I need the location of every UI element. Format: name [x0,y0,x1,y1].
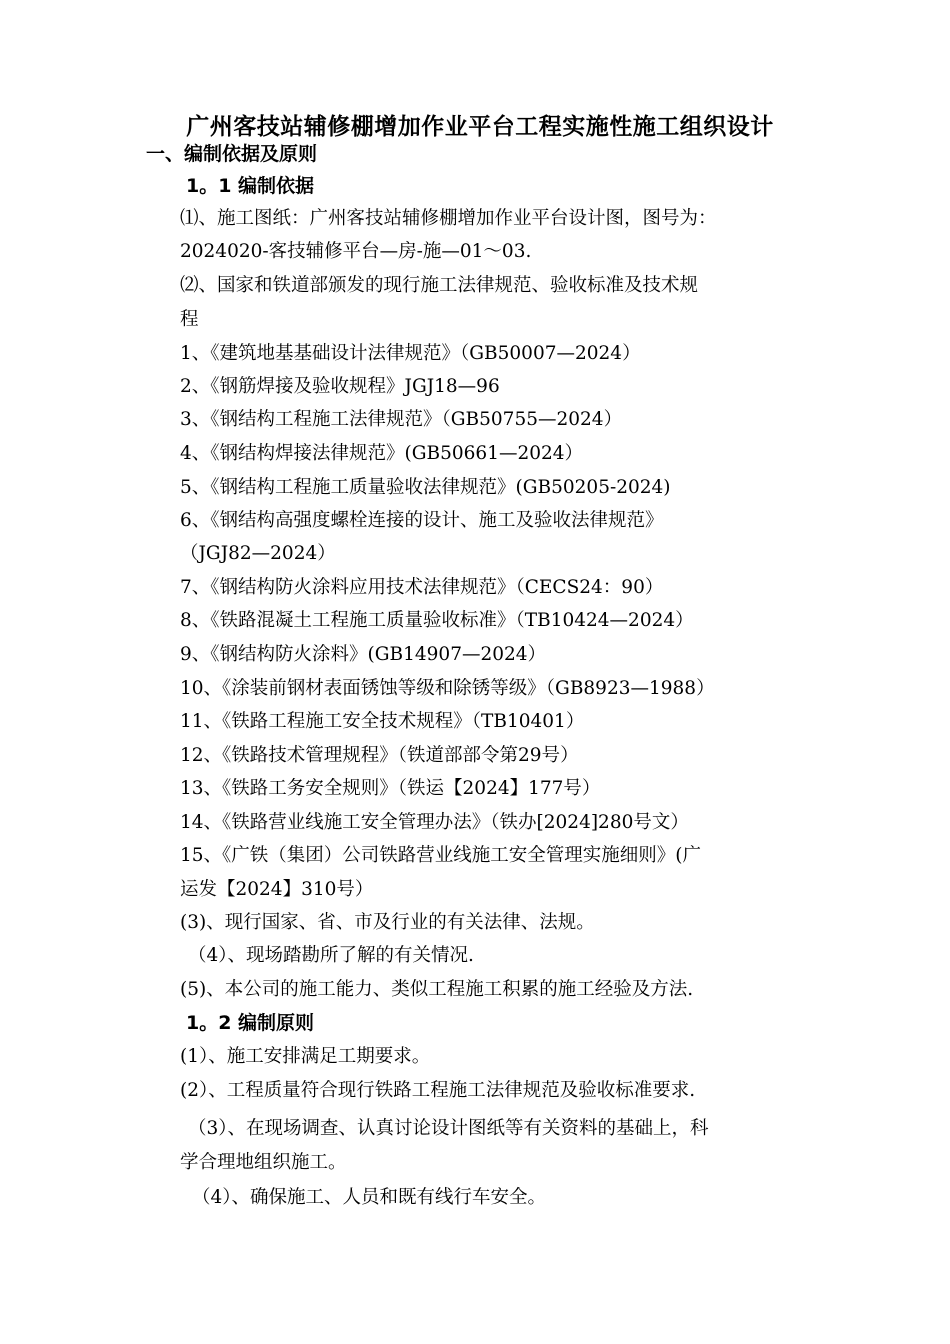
basis-line: (5)、本公司的施工能力、类似工程施工积累的施工经验及方法. [180,979,694,1000]
document-title: 广州客技站辅修棚增加作业平台工程实施性施工组织设计 [186,114,774,140]
basis-line: 12、《铁路技术管理规程》（铁道部部令第29号） [180,745,579,766]
basis-line: （4）、现场踏勘所了解的有关情况. [188,945,474,966]
principle-line: （3）、在现场调查、认真讨论设计图纸等有关资料的基础上，科 [188,1118,709,1139]
basis-line: ⑴、施工图纸：广州客技站辅修棚增加作业平台设计图，图号为： [180,208,717,229]
basis-line: ⑵、国家和铁道部颁发的现行施工法律规范、验收标准及技术规 [180,275,699,296]
basis-line: （JGJ82—2024） [180,543,336,564]
basis-line: 4、《钢结构焊接法律规范》(GB50661—2024） [180,443,584,464]
principle-line: (2）、工程质量符合现行铁路工程施工法律规范及验收标准要求. [180,1080,696,1101]
basis-line: 10、《涂装前钢材表面锈蚀等级和除锈等级》（GB8923—1988） [180,678,715,699]
basis-line: 13、《铁路工务安全规则》（铁运【2024】177号） [180,778,601,799]
basis-line: 8、《铁路混凝土工程施工质量验收标准》（TB10424—2024） [180,610,694,631]
basis-line: 1、《建筑地基基础设计法律规范》（GB50007—2024） [180,343,641,364]
principle-line: （4）、确保施工、人员和既有线行车安全。 [192,1187,547,1208]
principle-line: 学合理地组织施工。 [180,1152,347,1173]
section-heading-1: 一、编制依据及原则 [146,143,318,165]
basis-line: 14、《铁路营业线施工安全管理办法》（铁办[2024]280号文） [180,812,689,833]
basis-line: 9、《钢结构防火涂料》(GB14907—2024） [180,644,547,665]
subsection-heading-1-1: 1。1 编制依据 [186,175,315,197]
basis-line: 6、《钢结构高强度螺栓连接的设计、施工及验收法律规范》 [180,510,664,531]
basis-line: 3、《钢结构工程施工法律规范》（GB50755—2024） [180,409,623,430]
basis-line: 2024020-客技辅修平台—房-施—01～03. [180,241,532,262]
basis-line: 2、《钢筋焊接及验收规程》JGJ18—96 [180,376,500,397]
basis-line: 运发【2024】310号） [180,879,374,900]
principle-line: (1）、施工安排满足工期要求。 [180,1046,431,1067]
basis-line: 15、《广铁（集团）公司铁路营业线施工安全管理实施细则》(广 [180,845,702,866]
subsection-heading-1-2: 1。2 编制原则 [186,1012,315,1034]
basis-line: (3)、现行国家、省、市及行业的有关法律、法规。 [180,912,595,933]
basis-line: 11、《铁路工程施工安全技术规程》（TB10401） [180,711,585,732]
basis-line: 5、《钢结构工程施工质量验收法律规范》(GB50205-2024) [180,477,671,498]
basis-line: 7、《钢结构防火涂料应用技术法律规范》（CECS24：90） [180,577,664,598]
basis-line: 程 [180,309,199,330]
